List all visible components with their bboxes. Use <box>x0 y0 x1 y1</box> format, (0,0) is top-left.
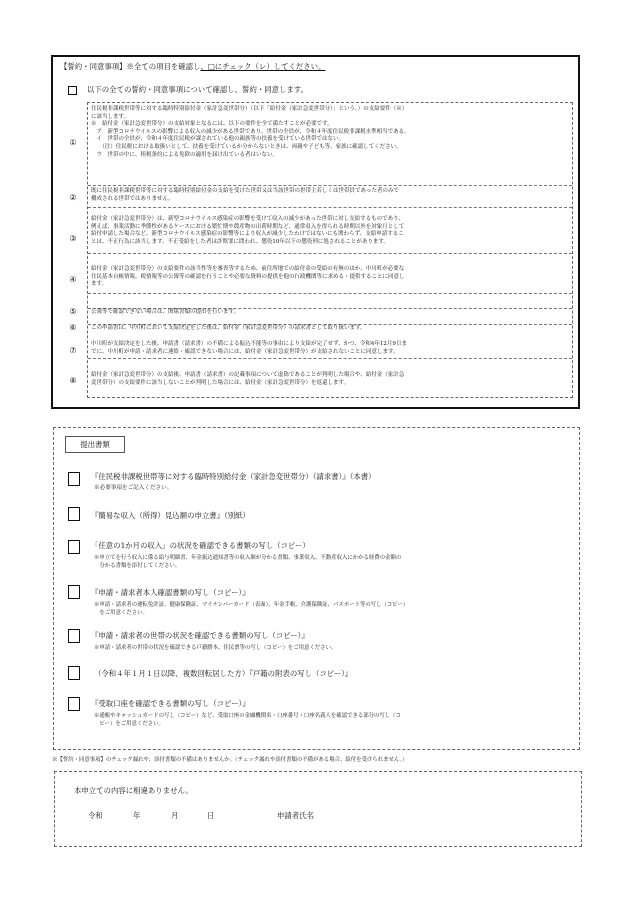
document-title: 『受取口座を確認できる書類の写し（コピー）』 <box>91 699 250 708</box>
item-line: 住民基本台帳情報、税情報等の公簿等の確認を行うことや必要な資料の提供を他の行政機関等に求める・提供することに同意し <box>91 273 405 280</box>
declaration-statement: 本申立ての内容に相違ありません。 <box>74 786 193 795</box>
agreement-item-number: ① <box>69 138 77 147</box>
document-checkbox[interactable] <box>68 540 80 554</box>
date-era: 令和 <box>88 811 103 820</box>
document-note: ※申立てを行う収入に係る給与明細書、年金振込通知書等の収入額が分かる書類、事業収入、不動産収入にかかる経費の金額の <box>94 555 402 561</box>
agreement-header-text: 【誓約・同意事項】※全ての項目を確認し <box>60 62 201 71</box>
agreement-item-1 <box>91 106 567 159</box>
agreement-item-4 <box>91 266 567 289</box>
item-line: ウ 世帯の中に、租税条約による免除の適用を届け出ている者はいない。 <box>91 151 279 158</box>
agreement-item-number: ② <box>69 193 77 202</box>
item-line: 給付金（家計急変世帯分）の支給要件の該当性等を審査等するため、前住所地での給付金の受給の有無のほか、中川町が必要な <box>91 266 405 272</box>
documents-title: 提出書類 <box>65 436 125 453</box>
item-line: 構成される世帯ではありません。 <box>91 195 174 202</box>
agreement-item-5 <box>91 309 567 317</box>
document-title: 『住民税非課税世帯等に対する臨時特別給付金（家計急変世帯分）（請求書）』（本書） <box>91 472 376 481</box>
item-line: 公簿等で確認できない場合は、関係書類の提出を行います。 <box>91 309 240 315</box>
document-checkbox[interactable] <box>68 629 80 643</box>
item-line: ア 新型コロナウイルスの影響による収入の減少がある世帯であり、世帯の全員が、令和４年度住民税非課税水準相当である。 <box>91 128 410 135</box>
item-line: とは、不正行為に該当します。不正受給をした者は詐欺罪に問われ、懲役10年以下の懲役刑に処されることがあります。 <box>91 238 389 245</box>
agreement-item-2 <box>91 188 567 203</box>
divider <box>88 253 572 254</box>
document-checkbox[interactable] <box>68 472 80 486</box>
divider <box>88 358 572 359</box>
agreement-item-number: ③ <box>69 234 77 243</box>
applicant-name-label: 申請者氏名 <box>277 811 314 820</box>
date-month-label: 月 <box>171 811 179 820</box>
document-checkbox[interactable] <box>68 666 80 680</box>
agreement-item-7 <box>91 341 567 356</box>
item-line: 給付申請した場合など、新型コロナウイルス感染症の影響等により収入が減少したわけではないにも関わらず、支給申請するこ <box>91 231 404 238</box>
agreement-item-number: ⑧ <box>69 376 77 385</box>
document-title: （令和４年１月１日以降、複数回転居した方）『戸籍の附表の写し（コピー）』 <box>94 669 353 678</box>
document-checkbox[interactable] <box>68 585 80 599</box>
date-day-label: 日 <box>207 811 215 820</box>
item-line: （注）住民税における取扱いとして、扶養を受けているか分からないときは、両親や子ども等、家族に確認してください。 <box>91 143 402 150</box>
agreement-item-number: ⑦ <box>69 346 77 355</box>
item-line: 中川町が支給決定をした後、申請書（請求書）の不備による振込不能等の事由により支給が完了せず、かつ、令和4年12月9日ま <box>91 341 407 347</box>
document-note: をご用意ください。 <box>94 610 148 616</box>
item-line: イ 世帯の全員が、令和４年度住民税が課されている他の親族等の扶養を受けている世帯ではない。 <box>91 136 345 143</box>
agreement-header <box>60 62 325 72</box>
agreement-header-underlined: 、□にチェック（レ）してください。 <box>200 62 326 71</box>
document-title: 『申請・請求者の世帯の状況を確認できる書類の写し（コピー）』 <box>91 631 309 640</box>
document-checkbox[interactable] <box>68 697 80 711</box>
document-title: 『申請・請求者本人確認書類の写し（コピー）』 <box>91 588 250 597</box>
document-note: ※必要事項をご記入ください。 <box>94 485 173 491</box>
divider <box>88 293 572 294</box>
document-note: ピー）をご用意ください。 <box>94 721 164 727</box>
item-line: ます。 <box>91 281 108 288</box>
agreement-item-8 <box>91 372 567 387</box>
agreement-item-number: ④ <box>69 275 77 284</box>
date-year-label: 年 <box>133 811 141 820</box>
item-line: 変世帯分）の支給要件に該当しないことが判明した場合には、給付金（家計急変世帯分）を返還します。 <box>91 379 350 386</box>
item-line: 住民税非課税世帯等に対する臨時特別給付金（家計急変世帯分）（以下「給付金（家計急変世帯分）」という。）の支給要件（※） <box>91 106 408 112</box>
document-note: ※通帳やキャッシュカードの写し（コピー）など、受取口座の金融機関名・口座番号・口座名義人を確認できる部分の写し（コ <box>94 713 401 719</box>
item-line: でに、中川町が申請・請求者に連絡・確認できない場合には、給付金（家計急変世帯分）が支給されないことに同意します。 <box>91 348 399 355</box>
item-line: ※ 給付金（家計急変世帯分）の支給対象となるには、以下の要件を全て満たすことが必要です。 <box>91 121 333 128</box>
item-line: 給付金（家計急変世帯分）の支給後、申請書（請求書）の記載事項について虚偽であることが判明した場合や、給付金（家計急 <box>91 372 405 378</box>
document-note: ※申請・請求者の世帯の状況を確認できる戸籍謄本、住民票等の写し（コピー）をご用意ください。 <box>94 645 337 651</box>
item-line: 例えば、事業活動に季節性があるケースにおける繁忙期や農産物の出荷時期など、通常収入を得られる時期以外を対象月として <box>91 223 405 230</box>
agreement-item-number: ⑤ <box>69 307 77 316</box>
declaration-section <box>54 771 582 847</box>
document-note: ※申請・請求者の運転免許証、健康保険証、マイナンバーカード（表面）、年金手帳、介護保険証、パスポート等の写し（コピー） <box>94 602 409 608</box>
divider <box>88 207 572 208</box>
agree-all-label: 以下の全ての誓約・同意事項について確認し、誓約・同意します。 <box>87 85 308 94</box>
document-title: 「任意の1か月の収入」の状況を確認できる書類の写し（コピー） <box>91 541 310 550</box>
document-title: 『簡易な収入（所得）見込額の申立書』（別紙） <box>91 511 250 520</box>
document-note: 分かる書類を添付してください。 <box>94 563 181 569</box>
item-line: 給付金（家計急変世帯分）は、新型コロナウイルス感染症の影響を受けて収入の減少があった世帯に対し支給するものであり、 <box>91 216 405 222</box>
divider <box>88 185 572 186</box>
document-checkbox[interactable] <box>68 507 80 521</box>
agreement-item-number: ⑥ <box>69 323 77 332</box>
agreement-item-6 <box>91 325 567 333</box>
item-line: この申請書は、中川町において支給決定をした後は、給付金（家計急変世帯分）の請求書として取り扱います。 <box>91 325 366 331</box>
item-line: 既に住民税非課税世帯等に対する臨時特別給付金の支給を受けた世帯又は当該世帯の世帯主若しくは世帯員であった者のみで <box>91 188 399 194</box>
checklist-warning: ※【誓約・同意事項】のチェック漏れや、添付書類の不備はありませんか。（チェック漏れや添付書類の不備がある場合、給付を受けられません。） <box>52 757 408 763</box>
item-line: に該当します。 <box>91 113 130 120</box>
agreement-item-3 <box>91 216 567 246</box>
agree-all-checkbox[interactable] <box>68 86 77 95</box>
